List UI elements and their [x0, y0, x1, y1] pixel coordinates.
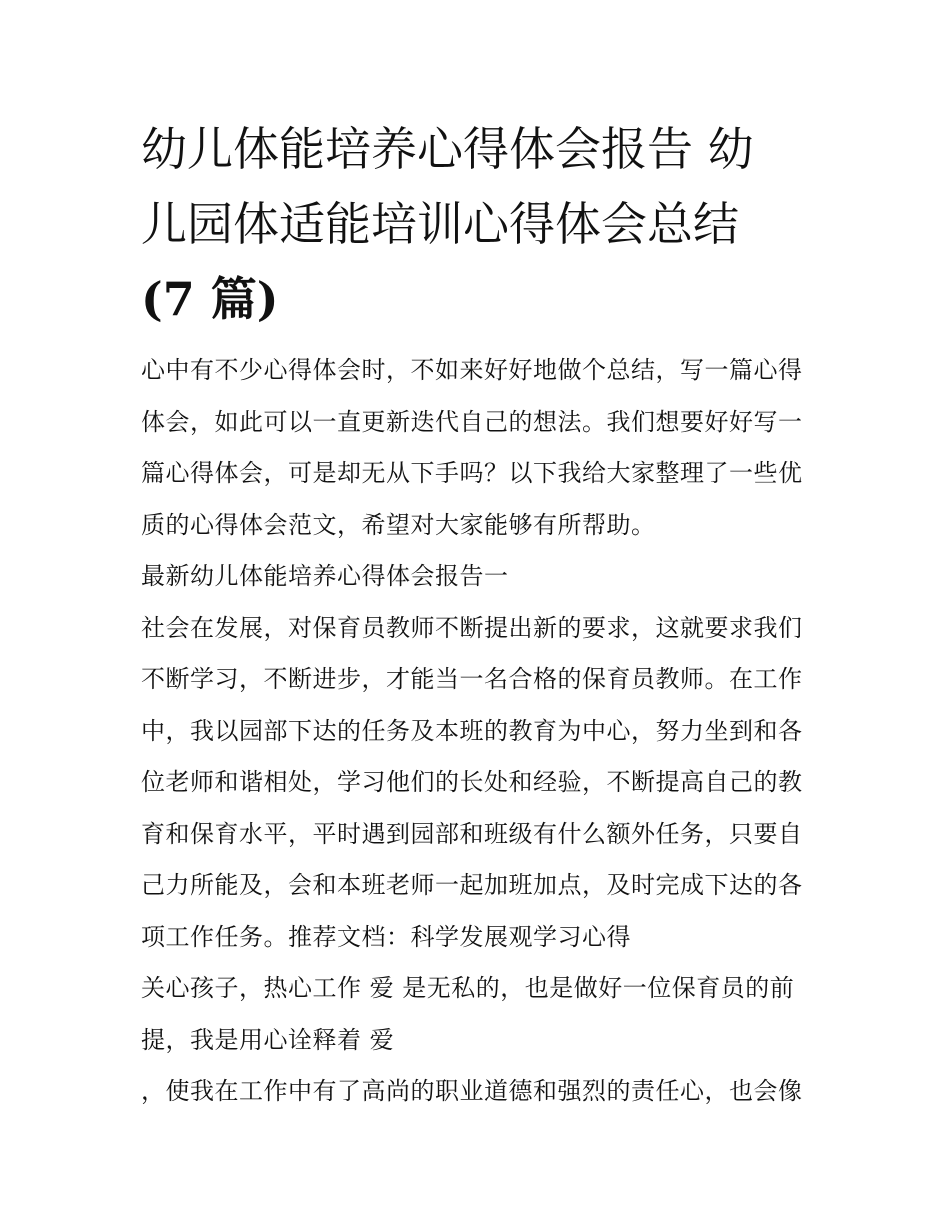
title-line-3: (7 篇) — [141, 272, 279, 326]
title-line-2: 儿园体适能培训心得体会总结 — [141, 197, 739, 251]
document-content — [141, 112, 813, 1118]
body-line: 质的心得体会范文，希望对大家能够有所帮助。 — [141, 510, 656, 539]
body-line: ，使我在工作中有了高尚的职业道德和强烈的责任心，也会像 — [141, 1077, 803, 1105]
document-title — [141, 112, 813, 337]
body-line: 关心孩子，热心工作 爱 是无私的，也是做好一位保育员的前 — [141, 974, 795, 1002]
body-line: 项工作任务。推荐文档：科学发展观学习心得 — [141, 922, 631, 951]
body-line: 心中有不少心得体会时，不如来好好地做个总结，写一篇心得 — [141, 356, 803, 384]
document-body — [141, 345, 813, 1118]
section-heading: 最新幼儿体能培养心得体会报告一 — [141, 562, 509, 590]
body-line: 社会在发展，对保育员教师不断提出新的要求，这就要求我们 — [141, 613, 803, 642]
body-line: 提，我是用心诠释着 爱 — [141, 1025, 395, 1054]
body-line: 己力所能及，会和本班老师一起加班加点，及时完成下达的各 — [141, 871, 803, 899]
body-line: 篇心得体会，可是却无从下手吗？以下我给大家整理了一些优 — [141, 459, 803, 487]
body-line: 不断学习，不断进步，才能当一名合格的保育员教师。在工作 — [141, 665, 803, 693]
body-line: 体会，如此可以一直更新迭代自己的想法。我们想要好好写一 — [141, 407, 803, 436]
body-line: 位老师和谐相处，学习他们的长处和经验，不断提高自己的教 — [141, 768, 803, 796]
body-line: 育和保育水平，平时遇到园部和班级有什么额外任务，只要自 — [141, 819, 803, 848]
body-line: 中，我以园部下达的任务及本班的教育为中心，努力坐到和各 — [141, 716, 803, 745]
title-line-1: 幼儿体能培养心得体会报告 幼 — [141, 122, 754, 176]
